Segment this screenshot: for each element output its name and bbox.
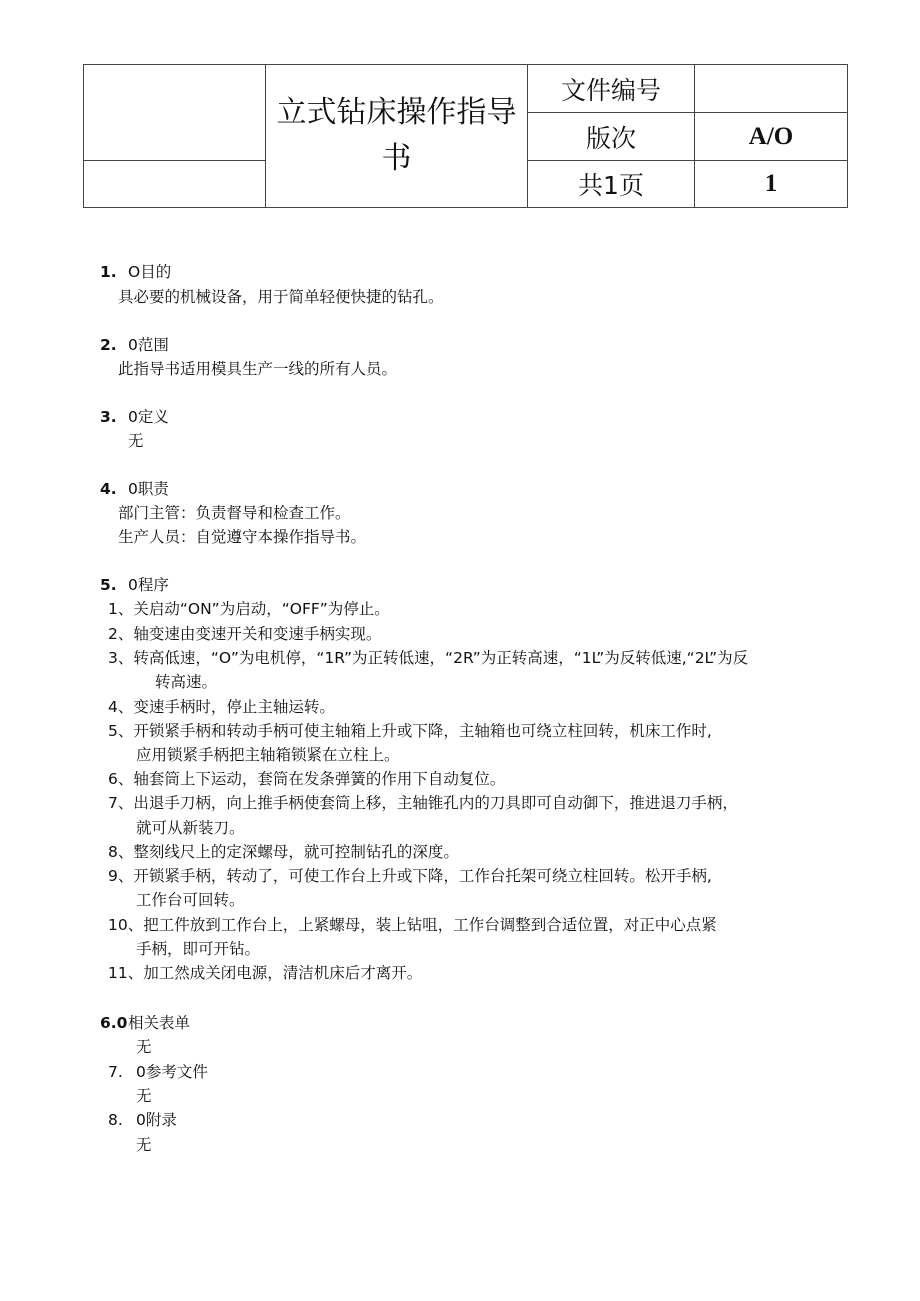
step-line-continued: 转高速。 <box>155 673 218 691</box>
section-3-number: 3. <box>100 408 117 426</box>
header-blank-top <box>84 65 266 161</box>
section-2-number: 2. <box>100 336 117 354</box>
step-line: 6、轴套筒上下运动，套筒在发条弹簧的作用下自动复位。 <box>108 770 506 788</box>
section-6-title: 相关表单 <box>128 1014 191 1032</box>
step-line: 5、开锁紧手柄和转动手柄可使主轴箱上升或下降，主轴箱也可绕立柱回转，机床工作时, <box>108 722 712 740</box>
step-line-continued: 应用锁紧手柄把主轴箱锁紧在立柱上。 <box>136 746 400 764</box>
section-6-text: 无 <box>136 1038 152 1056</box>
section-5-number: 5. <box>100 576 117 594</box>
section-4-title: 0职责 <box>128 480 169 498</box>
section-4-number: 4. <box>100 480 117 498</box>
section-8-number: 8. <box>108 1111 123 1129</box>
step-line: 4、变速手柄时，停止主轴运转。 <box>108 698 335 716</box>
step-line: 8、整刻线尺上的定深螺母，就可控制钻孔的深度。 <box>108 843 459 861</box>
doc-number-label: 文件编号 <box>528 65 695 113</box>
section-8-text: 无 <box>136 1136 152 1154</box>
section-6-number: 6.0 <box>100 1014 128 1032</box>
section-4-line-2: 生产人员：自觉遵守本操作指导书。 <box>118 528 367 546</box>
section-1-title: O目的 <box>128 263 172 281</box>
header-table <box>83 64 848 208</box>
section-8-title: 0附录 <box>136 1111 177 1129</box>
section-1-text: 具必要的机械设备，用于简单轻便快捷的钻孔。 <box>118 288 444 306</box>
section-7-number: 7. <box>108 1063 123 1081</box>
page-count-value: 1 <box>695 161 848 208</box>
section-7-text: 无 <box>136 1087 152 1105</box>
section-3-text: 无 <box>128 432 144 450</box>
page-count-label: 共1页 <box>528 161 695 208</box>
step-line-continued: 就可从新装刀。 <box>136 819 245 837</box>
document-title: 立式钻床操作指导书 <box>266 65 528 208</box>
step-line: 7、出退手刀柄，向上推手柄使套筒上移，主轴锥孔内的刀具即可自动御下，推进退刀手柄， <box>108 794 738 812</box>
step-line-continued: 工作台可回转。 <box>136 891 245 909</box>
header-blank-bottom <box>84 161 266 208</box>
step-line: 10、把工件放到工作台上，上紧螺母，装上钻咀，工作台调整到合适位置，对正中心点紧 <box>108 916 717 934</box>
section-7-title: 0参考文件 <box>136 1063 208 1081</box>
version-value: A/O <box>695 113 848 161</box>
section-3-title: 0定义 <box>128 408 169 426</box>
version-label: 版次 <box>528 113 695 161</box>
section-1-number: 1. <box>100 263 117 281</box>
section-4-line-1: 部门主管：负责督导和检查工作。 <box>118 504 351 522</box>
doc-number-value <box>695 65 848 113</box>
step-line: 3、转高低速，“O”为电机停，“1R”为正转低速，“2R”为正转高速，“1L”为反转低速,“2L”为反 <box>108 649 749 667</box>
step-line: 11、加工然成关闭电源，清洁机床后才离开。 <box>108 964 423 982</box>
step-line-continued: 手柄，即可开钻。 <box>136 940 261 958</box>
section-5-title: 0程序 <box>128 576 169 594</box>
step-line: 2、轴变速由变速开关和变速手柄实现。 <box>108 625 382 643</box>
step-line: 9、开锁紧手柄，转动了，可使工作台上升或下降，工作台托架可绕立柱回转。松开手柄, <box>108 867 712 885</box>
step-line: 1、关启动“ON”为启动，“OFF”为停止。 <box>108 600 390 618</box>
section-2-text: 此指导书适用模具生产一线的所有人员。 <box>118 360 398 378</box>
section-2-title: 0范围 <box>128 336 169 354</box>
